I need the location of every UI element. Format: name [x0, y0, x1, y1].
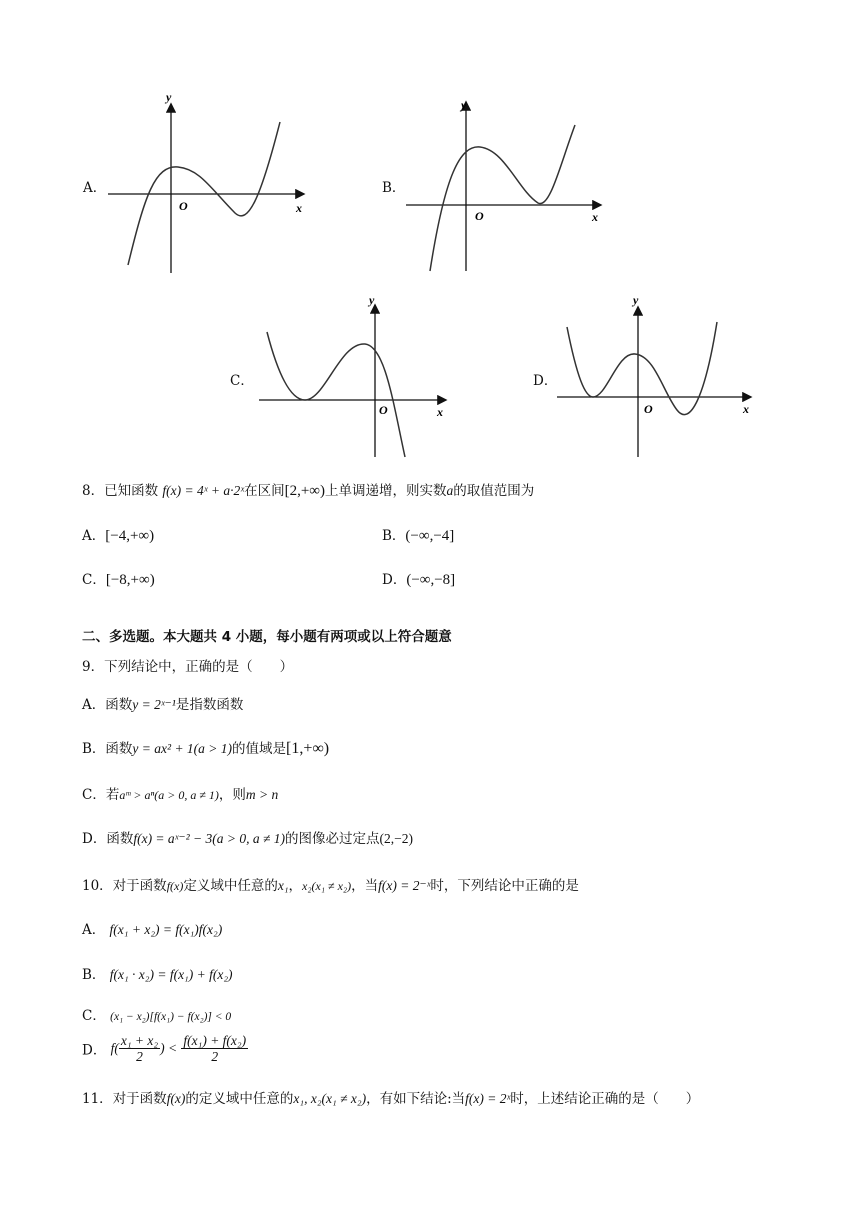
q9-option-d[interactable]: D．函数f(x) = aˣ⁻² − 3(a > 0, a ≠ 1)的图像必过定点(2,−2): [82, 831, 414, 847]
q10-option-c[interactable]: C． (x₁ − x₂)[f(x₁) − f(x₂)] < 0: [82, 1008, 232, 1024]
q8-option-b[interactable]: B．(−∞,−4]: [382, 528, 455, 544]
graph-c-origin-label: O: [379, 403, 388, 417]
graph-a-origin-label: O: [179, 199, 188, 213]
q9-stem: 9．下列结论中，正确的是（ ）: [82, 659, 294, 675]
graph-a-x-label: x: [296, 201, 302, 215]
q8-option-a[interactable]: A．[−4,+∞): [82, 528, 155, 544]
graph-d-x-label: x: [743, 402, 749, 416]
graph-option-label-a: A．: [83, 180, 107, 196]
q8-option-c[interactable]: C．[−8,+∞): [82, 572, 155, 588]
q8-var: a: [446, 483, 454, 498]
q8-text2: 在区间: [244, 483, 285, 499]
graph-b-y-label: y: [461, 98, 467, 112]
q8-text: 已知函数: [104, 483, 159, 499]
q8-function: f(x) = 4ˣ + a·2ˣ: [162, 483, 245, 498]
q10-stem: 10．对于函数f(x)定义域中任意的x₁，x₂(x₁ ≠ x₂)，当f(x) = 2⁻ˣ时，下列结论中正确的是: [82, 878, 579, 894]
graph-b: [400, 95, 615, 275]
graph-c: [255, 292, 455, 462]
q9-option-a[interactable]: A．函数y = 2ˣ⁻¹是指数函数: [82, 697, 244, 713]
graph-option-label-d: D．: [533, 373, 558, 389]
q8-number: 8．: [82, 483, 105, 499]
q11-stem: 11．对于函数f(x)的定义域中任意的x₁, x₂(x₁ ≠ x₂)，有如下结论:当f(x) = 2ˣ时，上述结论正确的是（ ）: [82, 1091, 700, 1107]
graph-b-x-label: x: [592, 210, 598, 224]
graph-b-origin-label: O: [475, 209, 484, 223]
graph-d-y-label: y: [633, 293, 639, 307]
graph-option-label-c: C．: [230, 373, 254, 389]
q10-option-d[interactable]: D． f( $\frac{\text{x₁ + x₂}}{2}$ ) < $\frac{\text{f(x₁) + f(x₂)}}{2}$: [82, 1033, 247, 1064]
graph-c-x-label: x: [437, 405, 443, 419]
graph-a-y-label: y: [166, 90, 172, 104]
q8-stem: [82, 479, 534, 500]
graph-option-label-b: B．: [382, 180, 406, 196]
graph-d-origin-label: O: [644, 402, 653, 416]
q8-text3: 上单调递增，则实数: [325, 483, 447, 499]
section-title: 二、多选题。本大题共 4 小题，每小题有两项或以上符合题意: [82, 629, 452, 645]
q8-option-d[interactable]: D．(−∞,−8]: [382, 572, 456, 588]
q10-d-fraction-right: $\frac{\text{f(x₁) + f(x₂)}}{2}$: [183, 1033, 247, 1064]
q10-d-fraction-left: $\frac{\text{x₁ + x₂}}{2}$: [120, 1033, 159, 1064]
q10-option-b[interactable]: B． f(x₁ · x₂) = f(x₁) + f(x₂): [82, 967, 233, 983]
q8-text4: 的取值范围为: [453, 483, 535, 499]
q9-option-b[interactable]: B．函数y = ax² + 1(a > 1)的值域是[1,+∞): [82, 740, 330, 757]
q9-option-c[interactable]: C．若aᵐ > aⁿ(a > 0, a ≠ 1)，则m > n: [82, 787, 279, 803]
q10-option-a[interactable]: A． f(x₁ + x₂) = f(x₁)f(x₂): [82, 922, 223, 938]
graph-d: [555, 292, 760, 462]
graph-c-y-label: y: [369, 293, 375, 307]
q8-interval: [2,+∞): [284, 483, 325, 499]
graph-a: [100, 85, 315, 280]
